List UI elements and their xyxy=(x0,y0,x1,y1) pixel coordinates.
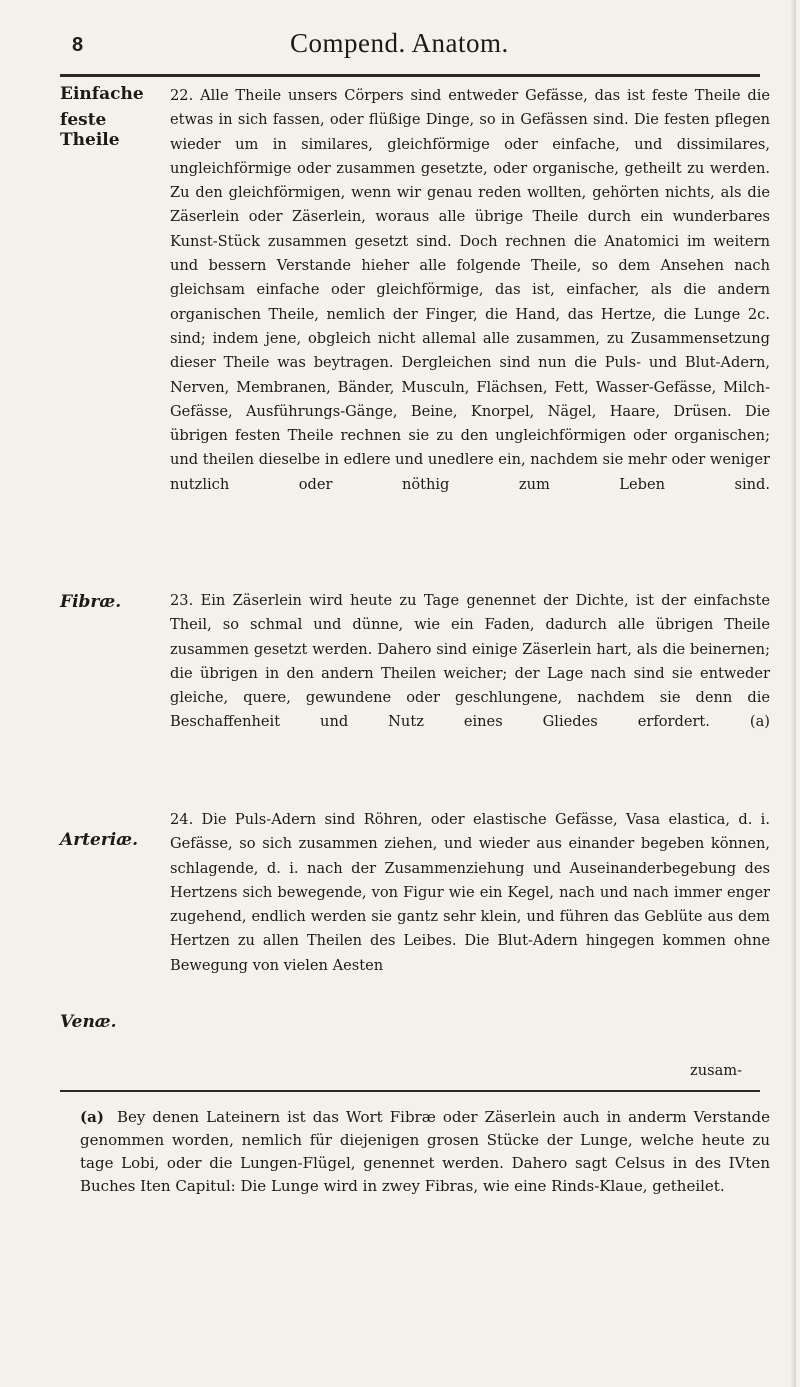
footnote-rule xyxy=(60,1090,760,1092)
page-number: 8 xyxy=(72,34,84,56)
header-rule xyxy=(60,74,760,77)
footnote xyxy=(80,1106,770,1198)
page-header xyxy=(60,28,760,68)
paragraph-22: 22. Alle Theile unsers Cörpers sind entweder Gefässe, das ist feste Theile die etwas in sich fassen, oder flüßige Dinge, so in Gefässen sind. Die festen pflegen wieder um in similares, gleichförmige oder einfache, und dissimilares, ungleichförmige oder zusammen gesetzte, oder organische, getheilt zu werden. Zu den gleichförmigen, wenn wir genau reden wollten, gehörten nichts, als die Zäserlein oder Zäserlein, woraus alle übrige Theile durch ein wunderbares Kunst-Stück zusammen gesetzt sind. Doch rechnen die Anatomici im weitern und bessern Verstande hieher alle folgende Theile, so dem Ansehen nach gleichsam einfache oder gleichförmige, das ist, einfacher, als die andern organischen Theile, nemlich der Finger, die Hand, das Hertze, die Lunge 2c. sind; indem jene, obgleich nicht allemal alle zusammen, zu Zusammensetzung dieser Theile was beytragen. Dergleichen sind nun die Puls- und Blut-Adern, Nerven, Membranen, Bänder, Musculn, Flächsen, Fett, Wasser-Gefässe, Milch-Gefässe, Ausführungs-Gänge, Beine, Knorpel, Nägel, Haare, Drüsen. Die übrigen festen Theile rechnen sie zu den ungleichförmigen oder organischen; und theilen dieselbe in edlere und unedlere ein, nachdem sie mehr oder weniger nutzlich oder nöthig zum Leben sind. xyxy=(170,87,770,493)
margin-note-arteriae: Arteriæ. xyxy=(60,830,138,850)
margin-note-einfache: Einfache xyxy=(60,84,144,104)
footnote-text: Bey denen Lateinern ist das Wort Fibræ oder Zäserlein auch in anderm Verstande genommen worden, nemlich für diejenigen grosen Stücke der Lunge, welche heute zu tage Lobi, oder die Lungen-Flügel, genennet werden. Dahero sagt Celsus in des IVten Buches Iten Capitul: Die Lunge wird in zwey Fibras, wie eine Rinds-Klaue, getheilet. xyxy=(80,1108,770,1195)
page-edge xyxy=(790,0,796,1387)
margin-note-feste-theile: feste Theile xyxy=(60,110,120,150)
margin-note-fibrae: Fibræ. xyxy=(60,592,122,612)
paragraph-24: 24. Die Puls-Adern sind Röhren, oder elastische Gefässe, Vasa elastica, d. i. Gefässe, so sich zusammen ziehen, und wieder aus einander begeben können, schlagende, d. i. nach der Zusammenziehung und Auseinanderbegebung des Hertzens sich bewegende, von Figur wie ein Kegel, nach und nach immer enger zugehend, endlich werden sie gantz sehr klein, und führen das Geblüte aus dem Hertzen zu allen Theilen des Leibes. Die Blut-Adern hingegen kommen ohne Bewegung von vielen Aesten xyxy=(170,811,770,974)
running-title: Compend. Anatom. xyxy=(290,28,509,58)
catch-word: zusam- xyxy=(690,1062,743,1079)
margin-note-venae: Venæ. xyxy=(60,1012,117,1032)
footnote-label: (a) xyxy=(80,1108,104,1126)
paragraph-23: 23. Ein Zäserlein wird heute zu Tage genennet der Dichte, ist der einfachste Theil, so schmal und dünne, wie ein Faden, dadurch alle übrigen Theile zusammen gesetzt werden. Dahero sind einige Zäserlein hart, als die beinernen; die übrigen in den andern Theilen weicher; der Lage nach sind sie entweder gleiche, quere, gewundene oder geschlungene, nachdem sie denn die Beschaffenheit und Nutz eines Gliedes erfordert. (a) xyxy=(170,592,770,731)
